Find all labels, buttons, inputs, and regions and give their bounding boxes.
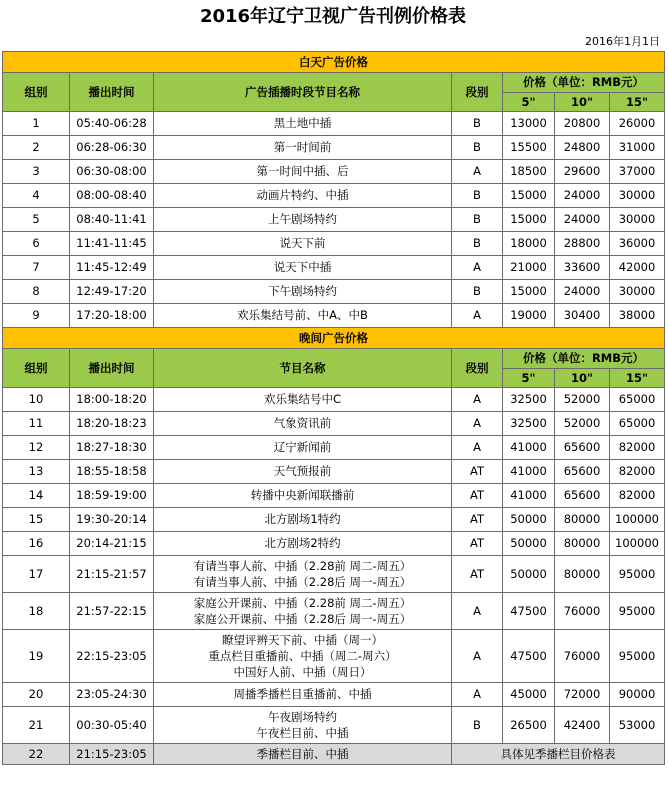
price-10s-cell: 80000 [555,532,610,556]
time-cell: 18:55-18:58 [70,460,154,484]
segment-cell: A [452,683,503,707]
price-10s-cell: 72000 [555,683,610,707]
price-15s-cell: 26000 [610,112,665,136]
table-row [3,160,665,184]
price-5s-cell: 41000 [503,460,555,484]
table-row [3,388,665,412]
group-cell: 4 [3,184,70,208]
program-cell: 第一时间前 [154,136,452,160]
group-cell: 10 [3,388,70,412]
group-cell: 20 [3,683,70,707]
segment-cell: AT [452,484,503,508]
time-cell: 18:59-19:00 [70,484,154,508]
price-15s-cell: 95000 [610,593,665,630]
time-cell: 12:49-17:20 [70,280,154,304]
price-5s-cell: 15000 [503,184,555,208]
program-cell: 北方剧场1特约 [154,508,452,532]
price-10s-cell: 52000 [555,412,610,436]
segment-cell: A [452,593,503,630]
program-cell [154,556,452,593]
time-cell: 06:30-08:00 [70,160,154,184]
segment-cell: A [452,256,503,280]
price-15s-cell: 36000 [610,232,665,256]
header-segment: 段别 [452,73,503,112]
price-10s-cell: 76000 [555,593,610,630]
segment-cell: B [452,208,503,232]
price-15s-cell: 37000 [610,160,665,184]
price-5s-cell: 41000 [503,436,555,460]
time-cell: 19:30-20:14 [70,508,154,532]
table-row [3,436,665,460]
price-5s-cell: 18500 [503,160,555,184]
program-cell: 说天下前 [154,232,452,256]
price-15s-cell: 30000 [610,184,665,208]
price-15s-cell: 53000 [610,707,665,744]
table-row [3,136,665,160]
price-10s-cell: 76000 [555,630,610,683]
night-header-row [3,349,665,369]
program-line: 午夜剧场特约 [268,710,337,724]
table-row [3,593,665,630]
header-15s: 15" [610,369,665,388]
price-15s-cell: 30000 [610,208,665,232]
price-15s-cell: 95000 [610,630,665,683]
price-5s-cell: 45000 [503,683,555,707]
group-cell: 22 [3,744,70,765]
price-10s-cell: 33600 [555,256,610,280]
price-5s-cell: 32500 [503,388,555,412]
price-5s-cell: 18000 [503,232,555,256]
time-cell: 21:15-21:57 [70,556,154,593]
time-cell: 08:40-11:41 [70,208,154,232]
price-10s-cell: 65600 [555,484,610,508]
price-15s-cell: 82000 [610,460,665,484]
segment-cell: B [452,707,503,744]
program-cell: 欢乐集结号中C [154,388,452,412]
segment-cell: B [452,136,503,160]
price-table [2,51,665,765]
time-cell: 23:05-24:30 [70,683,154,707]
table-row [3,232,665,256]
program-cell: 天气预报前 [154,460,452,484]
price-15s-cell: 90000 [610,683,665,707]
group-cell: 9 [3,304,70,328]
table-row [3,304,665,328]
time-cell: 21:15-23:05 [70,744,154,765]
price-10s-cell: 29600 [555,160,610,184]
day-header-row [3,73,665,93]
group-cell: 6 [3,232,70,256]
program-cell [154,593,452,630]
segment-cell: A [452,304,503,328]
time-cell: 05:40-06:28 [70,112,154,136]
effective-date: 2016年1月1日 [585,35,660,48]
time-cell: 00:30-05:40 [70,707,154,744]
price-10s-cell: 28800 [555,232,610,256]
header-15s: 15" [610,93,665,112]
program-cell: 辽宁新闻前 [154,436,452,460]
price-10s-cell: 65600 [555,460,610,484]
table-row [3,460,665,484]
segment-cell: AT [452,532,503,556]
segment-cell: AT [452,556,503,593]
program-cell: 季播栏目前、中插 [154,744,452,765]
group-cell: 17 [3,556,70,593]
price-5s-cell: 41000 [503,484,555,508]
group-cell: 21 [3,707,70,744]
group-cell: 12 [3,436,70,460]
segment-cell: B [452,112,503,136]
header-time: 播出时间 [70,349,154,388]
table-row [3,208,665,232]
price-10s-cell: 52000 [555,388,610,412]
day-section-band [3,52,665,73]
header-5s: 5" [503,369,555,388]
program-cell [154,707,452,744]
header-10s: 10" [555,369,610,388]
price-15s-cell: 100000 [610,532,665,556]
program-cell: 黑土地中插 [154,112,452,136]
time-cell: 18:27-18:30 [70,436,154,460]
price-15s-cell: 65000 [610,412,665,436]
segment-cell: B [452,280,503,304]
price-10s-cell: 80000 [555,508,610,532]
header-program: 广告插播时段节目名称 [154,73,452,112]
group-cell: 18 [3,593,70,630]
price-5s-cell: 19000 [503,304,555,328]
program-cell: 上午剧场特约 [154,208,452,232]
price-5s-cell: 50000 [503,556,555,593]
price-10s-cell: 24000 [555,208,610,232]
table-row [3,484,665,508]
group-cell: 2 [3,136,70,160]
segment-cell: AT [452,508,503,532]
table-row [3,112,665,136]
time-cell: 20:14-21:15 [70,532,154,556]
price-10s-cell: 65600 [555,436,610,460]
price-10s-cell: 80000 [555,556,610,593]
program-line: 中国好人前、中插（周日） [233,665,372,679]
program-cell: 下午剧场特约 [154,280,452,304]
group-cell: 8 [3,280,70,304]
group-cell: 3 [3,160,70,184]
price-5s-cell: 21000 [503,256,555,280]
price-5s-cell: 50000 [503,532,555,556]
header-10s: 10" [555,93,610,112]
program-cell: 第一时间中插、后 [154,160,452,184]
header-program: 节目名称 [154,349,452,388]
program-cell: 气象资讯前 [154,412,452,436]
segment-cell: B [452,184,503,208]
segment-cell: A [452,412,503,436]
program-line: 午夜栏目前、中插 [256,726,349,740]
time-cell: 17:20-18:00 [70,304,154,328]
group-cell: 7 [3,256,70,280]
program-cell [154,630,452,683]
table-row [3,556,665,593]
table-row [3,256,665,280]
price-5s-cell: 15500 [503,136,555,160]
program-cell: 欢乐集结号前、中A、中B [154,304,452,328]
header-time: 播出时间 [70,73,154,112]
price-15s-cell: 65000 [610,388,665,412]
price-5s-cell: 26500 [503,707,555,744]
table-row [3,532,665,556]
group-cell: 5 [3,208,70,232]
price-15s-cell: 38000 [610,304,665,328]
page-title: 2016年辽宁卫视广告刊例价格表 [199,6,467,27]
program-cell: 说天下中插 [154,256,452,280]
segment-cell: A [452,630,503,683]
group-cell: 14 [3,484,70,508]
price-5s-cell: 47500 [503,630,555,683]
price-5s-cell: 47500 [503,593,555,630]
price-5s-cell: 50000 [503,508,555,532]
price-15s-cell: 31000 [610,136,665,160]
group-cell: 13 [3,460,70,484]
header-price: 价格（单位：RMB元） [503,73,665,93]
header-price: 价格（单位：RMB元） [503,349,665,369]
price-10s-cell: 42400 [555,707,610,744]
table-row [3,184,665,208]
program-line: 家庭公开课前、中插（2.28后 周一-周五） [193,612,412,626]
price-15s-cell: 100000 [610,508,665,532]
group-cell: 1 [3,112,70,136]
price-5s-cell: 13000 [503,112,555,136]
segment-cell: AT [452,460,503,484]
table-row-seasonal [3,744,665,765]
program-line: 有请当事人前、中插（2.28前 周二-周五） [193,559,412,573]
price-10s-cell: 24000 [555,184,610,208]
program-cell: 北方剧场2特约 [154,532,452,556]
night-section-band [3,328,665,349]
time-cell: 18:20-18:23 [70,412,154,436]
group-cell: 16 [3,532,70,556]
table-row [3,412,665,436]
table-row [3,683,665,707]
header-group: 组别 [3,73,70,112]
program-cell: 动画片特约、中插 [154,184,452,208]
segment-cell: B [452,232,503,256]
night-section-title: 晚间广告价格 [3,328,665,349]
group-cell: 19 [3,630,70,683]
header-group: 组别 [3,349,70,388]
price-5s-cell: 32500 [503,412,555,436]
header-segment: 段别 [452,349,503,388]
header-5s: 5" [503,93,555,112]
program-line: 家庭公开课前、中插（2.28前 周二-周五） [193,596,412,610]
price-15s-cell: 95000 [610,556,665,593]
time-cell: 21:57-22:15 [70,593,154,630]
price-15s-cell: 30000 [610,280,665,304]
table-row [3,280,665,304]
program-line: 瞭望评辨天下前、中插（周一） [222,633,383,647]
group-cell: 11 [3,412,70,436]
price-15s-cell: 42000 [610,256,665,280]
price-10s-cell: 30400 [555,304,610,328]
time-cell: 11:41-11:45 [70,232,154,256]
group-cell: 15 [3,508,70,532]
table-row [3,508,665,532]
price-10s-cell: 20800 [555,112,610,136]
time-cell: 08:00-08:40 [70,184,154,208]
price-5s-cell: 15000 [503,208,555,232]
seasonal-note-cell: 具体见季播栏目价格表 [452,744,665,765]
program-line: 重点栏目重播前、中插（周二-周六） [208,649,397,663]
segment-cell: A [452,160,503,184]
time-cell: 22:15-23:05 [70,630,154,683]
time-cell: 06:28-06:30 [70,136,154,160]
time-cell: 11:45-12:49 [70,256,154,280]
price-15s-cell: 82000 [610,436,665,460]
segment-cell: A [452,388,503,412]
price-15s-cell: 82000 [610,484,665,508]
day-section-title: 白天广告价格 [3,52,665,73]
program-cell: 周播季播栏目重播前、中插 [154,683,452,707]
program-line: 有请当事人前、中插（2.28后 周一-周五） [193,575,412,589]
segment-cell: A [452,436,503,460]
price-5s-cell: 15000 [503,280,555,304]
price-10s-cell: 24800 [555,136,610,160]
table-row [3,630,665,683]
price-10s-cell: 24000 [555,280,610,304]
program-cell: 转播中央新闻联播前 [154,484,452,508]
time-cell: 18:00-18:20 [70,388,154,412]
table-row [3,707,665,744]
